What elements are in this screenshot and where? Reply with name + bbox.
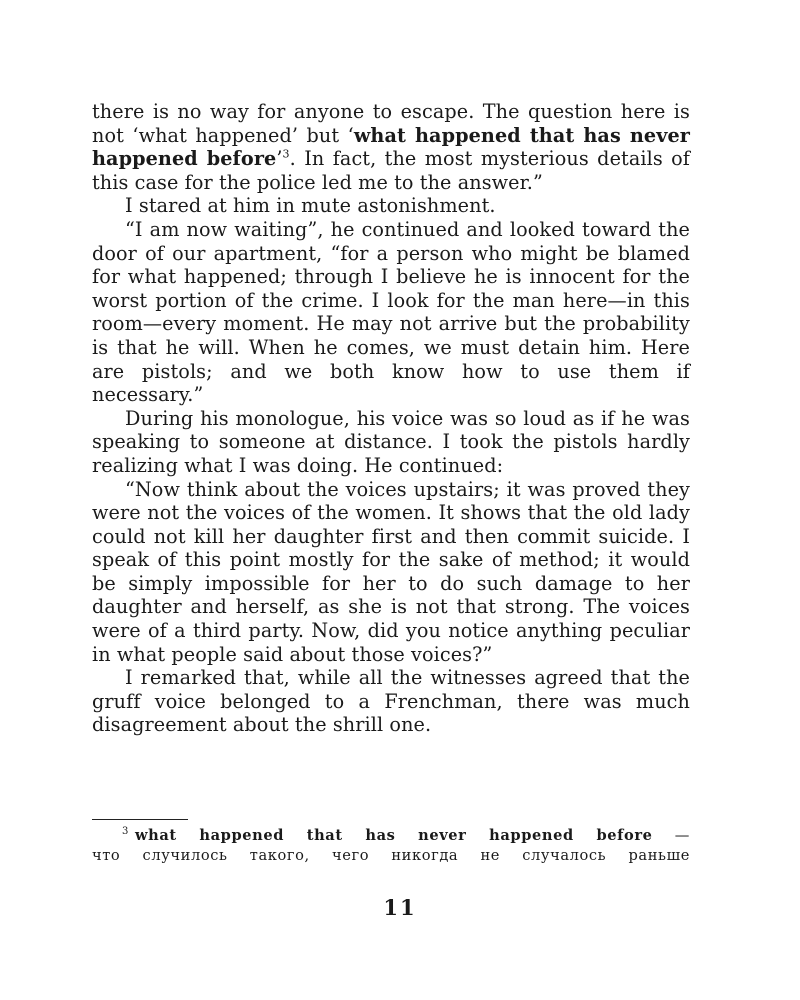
paragraph-5: “Now think about the voices upstairs; it was proved they were not the voices of the women. It shows that the old lady could not kill her daughter first and then commit suicide. I speak of this point mostly for the sake of method; it would be simply impossible for her to do such damage to her daughter and herself, as she is not that strong. The voices were of a third party. Now, did you notice anything peculiar in what people said about those voices?”	[92, 477, 690, 666]
footnote-reference[interactable]: 3	[282, 147, 290, 161]
paragraph-1	[92, 100, 690, 194]
footnote-dash: —	[652, 827, 690, 844]
page-body-text	[92, 100, 690, 737]
paragraph-1-text-end: . In fact, the most mysterious details of this case for the police led me to the answer.”	[92, 147, 691, 194]
footnote-divider	[92, 819, 188, 820]
footnote-translation: что случилось такого, чего никогда не случалось раньше	[92, 847, 690, 864]
page-number: 11	[383, 895, 417, 920]
closing-quote: ’	[276, 147, 283, 171]
paragraph-1-text-start: there is no way for anyone to escape. The question here is not ‘what happened’ but ‘	[92, 100, 690, 147]
footnote	[92, 826, 690, 866]
footnote-mark: 3	[122, 826, 129, 838]
footnote-line-1	[92, 826, 690, 846]
paragraph-6: I remarked that, while all the witnesses agreed that the gruff voice belonged to a Frenchman, there was much disagreement about the shrill one.	[92, 666, 690, 737]
paragraph-4: During his monologue, his voice was so loud as if he was speaking to someone at distance. I took the pistols hardly realizing what I was doing. He continued:	[92, 406, 690, 477]
footnote-term: what happened that has never happened before	[134, 827, 653, 844]
paragraph-3: “I am now waiting”, he continued and looked toward the door of our apartment, “for a person who might be blamed for what happened; through I believe he is innocent for the worst portion of the crime. I look for the man here—in this room—every moment. He may not arrive but the probability is that he will. When he comes, we must detain him. Here are pistols; and we both know how to use them if necessary.”	[92, 217, 690, 407]
emphasized-phrase: what happened that has never happened before	[92, 123, 691, 171]
paragraph-2: I stared at him in mute astonishment.	[125, 194, 496, 218]
